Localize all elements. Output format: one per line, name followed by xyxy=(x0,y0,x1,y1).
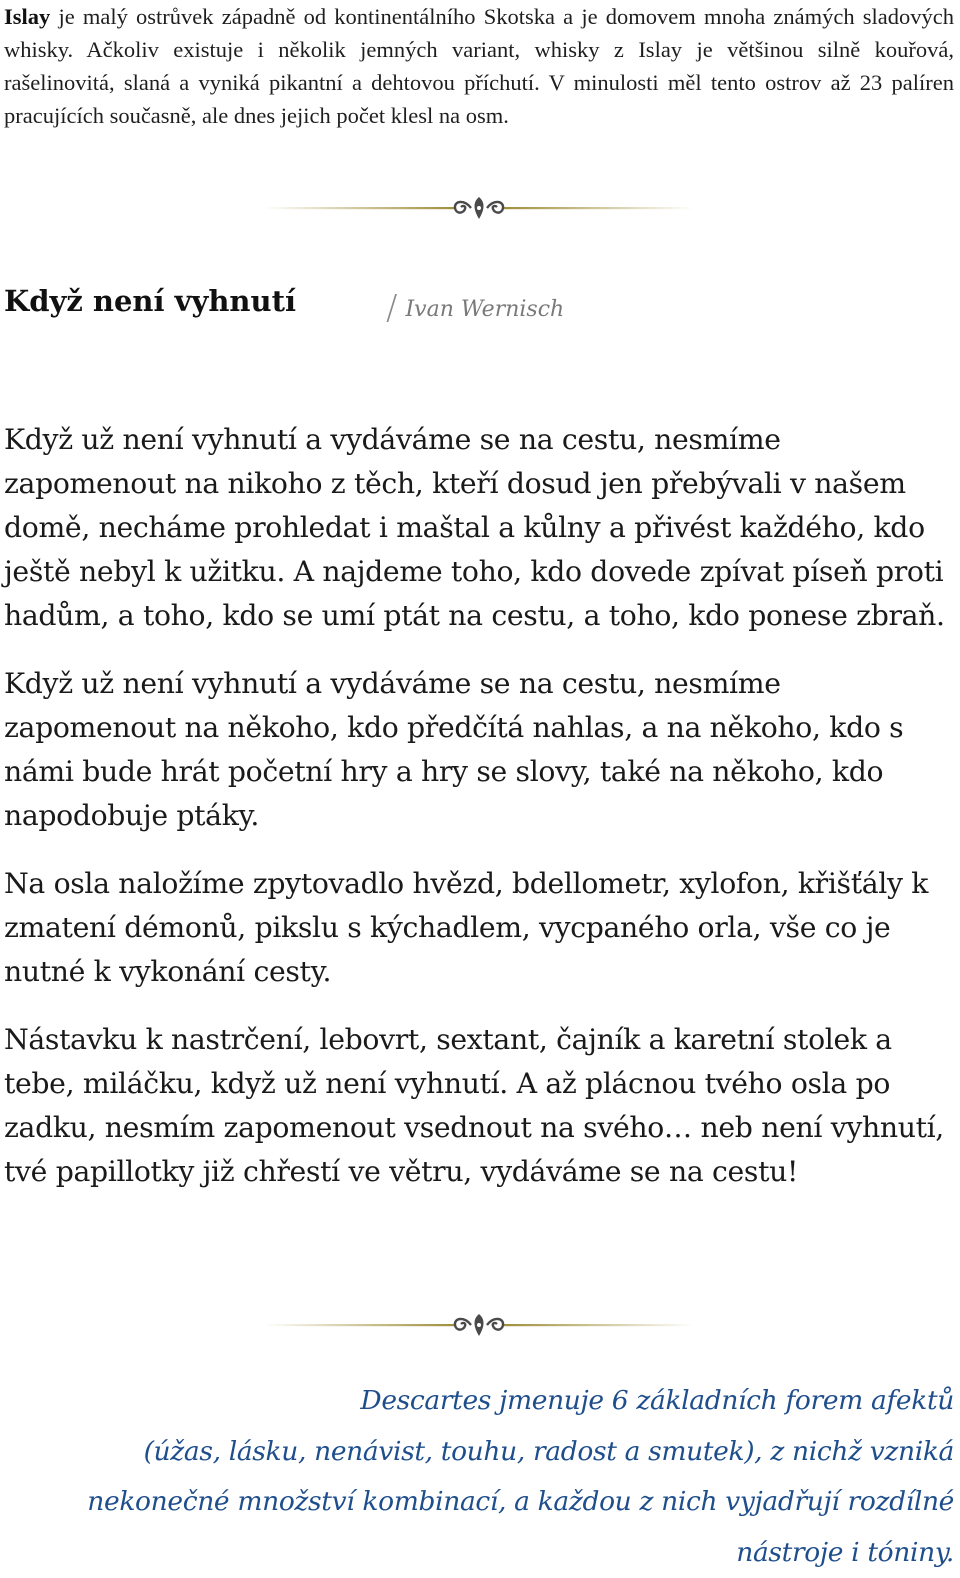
poem-body xyxy=(4,418,959,1218)
poem-stanza: Když už není vyhnutí a vydáváme se na cestu, nesmíme zapomenout na někoho, kdo předčítá nahlas, a na někoho, kdo s námi bude hrát početní hry a hry se slovy, také na někoho, kdo napodobuje ptáky. xyxy=(4,662,959,838)
poem-title: Když není vyhnutí xyxy=(4,284,296,318)
flourish-divider-icon xyxy=(264,193,694,223)
poem-stanza: Nástavku k nastrčení, lebovrt, sextant, čajník a karetní stolek a tebe, miláčku, když už není vyhnutí. A až plácnou tvého osla po zadku, nesmím zapomenout vsednout na svého… neb není vyhnutí, tvé papillotky již chřestí ve větru, vydáváme se na cestu! xyxy=(4,1018,959,1194)
author-line xyxy=(386,288,564,328)
poem-header xyxy=(4,284,904,334)
intro-text: je malý ostrůvek západně od kontinentálního Skotska a je domovem mnoha známých sladových whisky. Ačkoliv existuje i několik jemných variant, whisky z Islay je většinou silně kouřová, rašelinovitá, slaná a vyniká pikantní a dehtovou příchutí. V minulosti měl tento ostrov až 23 palíren pracujících současně, ale dnes jejich počet klesl na osm. xyxy=(4,4,954,128)
poem-author: Ivan Wernisch xyxy=(405,297,564,322)
intro-lead-word: Islay xyxy=(4,4,50,29)
slash-separator: / xyxy=(386,288,397,328)
poem-stanza: Když už není vyhnutí a vydáváme se na cestu, nesmíme zapomenout na nikoho z těch, kteří dosud jen přebývali v našem domě, necháme prohledat i maštal a kůlny a přivést každého, kdo ještě nebyl k užitku. A najdeme toho, kdo dovede zpívat píseň proti hadům, a toho, kdo se umí ptát na cestu, a toho, kdo ponese zbraň. xyxy=(4,418,959,638)
intro-paragraph xyxy=(4,0,954,132)
quote-line: Descartes jmenuje 6 základních forem afektů xyxy=(54,1376,954,1427)
descartes-quote xyxy=(54,1376,954,1578)
poem-stanza: Na osla naložíme zpytovadlo hvězd, bdellometr, xylofon, křišťály k zmatení démonů, pikslu s kýchadlem, vycpaného orla, vše co je nutné k vykonání cesty. xyxy=(4,862,959,994)
quote-line: nekonečné množství kombinací, a každou z nich vyjadřují rozdílné xyxy=(54,1477,954,1528)
quote-line: nástroje i tóniny. xyxy=(54,1528,954,1578)
flourish-divider-icon xyxy=(264,1310,694,1340)
quote-line: (úžas, lásku, nenávist, touhu, radost a smutek), z nichž vzniká xyxy=(54,1427,954,1478)
